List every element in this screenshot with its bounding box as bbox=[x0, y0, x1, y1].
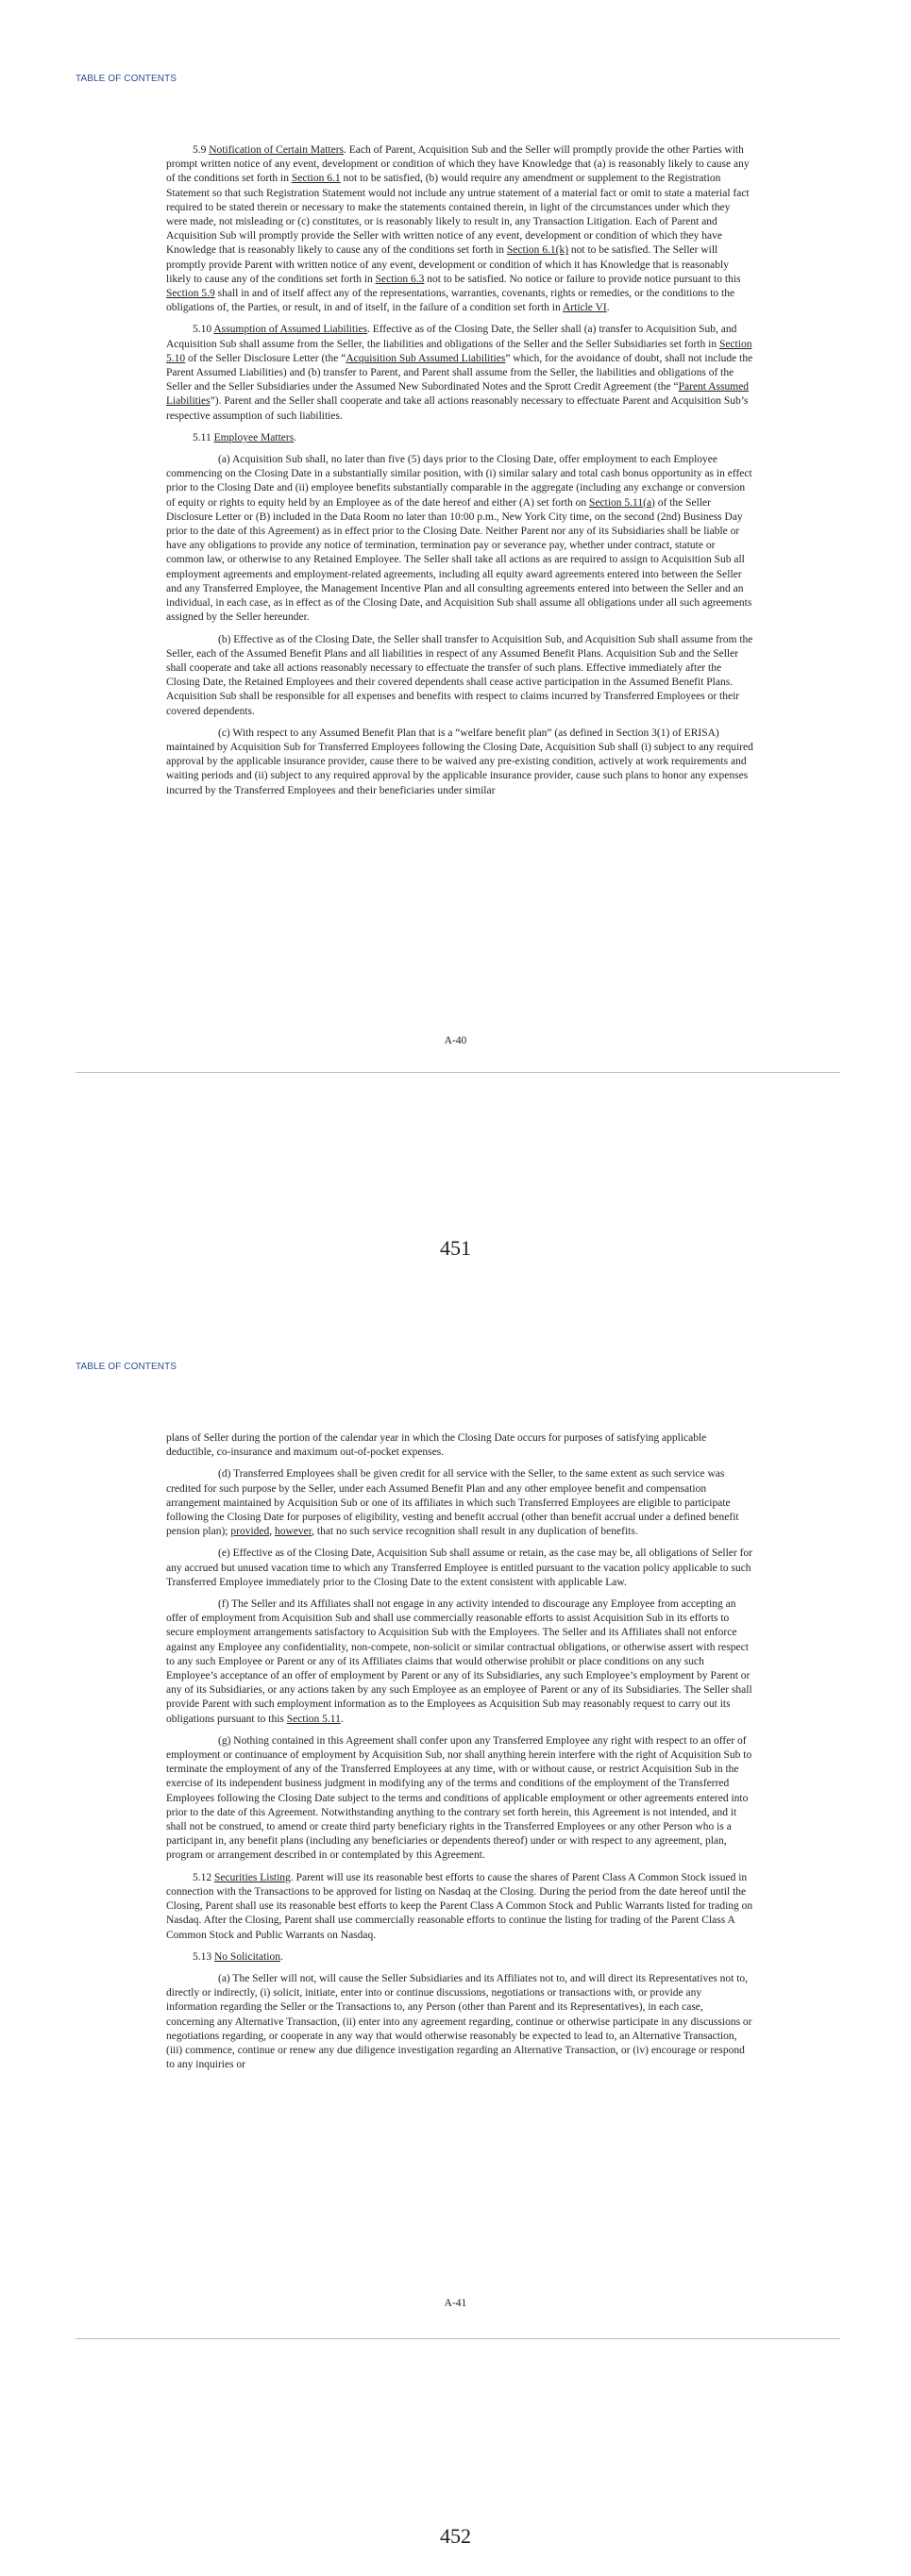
section-title: Employee Matters bbox=[213, 431, 295, 443]
section-5-11-c-paragraph: (c) With respect to any Assumed Benefit Plan that is a “welfare benefit plan” (as defined in Section 3(1) of ERISA) maintained by Acquisition Sub for Transferred Employees following the Closing Date, Acquisition Sub shall (i) subject to any required approval by the applicable insurance provider, cause there to be waived any pre-existing condition, actively at work requirements and waiting periods and (ii) subject to any required approval by the applicable insurance provider, cause such plans to honor any expenses incurred by the Transferred Employees and their beneficiaries under similar bbox=[166, 727, 753, 796]
table-of-contents-link[interactable]: TABLE OF CONTENTS bbox=[76, 74, 177, 84]
text: ”). Parent and the Seller shall cooperate and take all actions reasonably necessary to effectuate Parent and Acquisition Sub’s respective assumption of such liabilities. bbox=[166, 395, 749, 422]
section-5-13-a-paragraph: (a) The Seller will not, will cause the Seller Subsidiaries and its Affiliates not to, and will direct its Representatives not to, directly or indirectly, (i) solicit, initiate, enter into or continue discussions, negotiations or transactions with, or provide any information regarding the Seller or the Transactions to, any Person (other than Parent and its Representatives), in each case, concerning any Alternative Transaction, (ii) enter into any agreement regarding, continue or otherwise participate in any discussions or negotiations regarding, or cooperate in any way that would otherwise reasonably be expected to lead to, an Alternative Transaction, (iii) commence, continue or renew any due diligence investigation regarding an Alternative Transaction, or (iv) encourage or respond to any inquiries or bbox=[166, 1972, 752, 2071]
section-number: 5.10 bbox=[193, 324, 214, 336]
section-number: 5.12 bbox=[193, 1871, 214, 1883]
text: , bbox=[269, 1526, 275, 1538]
text: shall in and of itself affect any of the representations, warranties, covenants, rights or remedies, or the conditions to the obligations of, the Parties, or result, in and of itself, in the failure of a condition set forth in bbox=[166, 288, 735, 314]
section-5-9-paragraph bbox=[166, 143, 753, 315]
section-5-11-f-paragraph bbox=[166, 1597, 753, 1727]
cross-reference-link: Section 5.10 bbox=[166, 338, 752, 364]
section-5-10-paragraph bbox=[166, 323, 753, 423]
section-number: 5.11 bbox=[193, 431, 214, 443]
section-title: No Solicitation bbox=[214, 1950, 280, 1963]
continued-paragraph: plans of Seller during the portion of the calendar year in which the Closing Date occurs for purposes of satisfying applicable deductible, co-insurance and maximum out-of-pocket expenses. bbox=[166, 1432, 707, 1459]
page-body bbox=[166, 143, 753, 806]
text: (d) Transferred Employees shall be given credit for all service with the Seller, to the same extent as such service was credited for such purpose by the Seller, under each Assumed Benefit Plan and any other employee benefit and compensation arrangement maintained by Acquisition Sub or one of its affiliates in which such Transferred Employees are eligible to participate following the Closing Date for purposes of eligibility, vesting and benefit accrual (other than benefit accrual under a defined benefit pension plan); bbox=[166, 1468, 739, 1538]
text: not to be satisfied, (b) would require any amendment or supplement to the Registration Statement so that such Registration Statement would not include any untrue statement of a material fact or omit to state a material fact required to be stated therein or necessary to make the statements contained therein, in light of the circumstances under which they were made, not misleading or (c) constitutes, or is reasonably likely to result in, any Transaction Litigation. Each of Parent and Acquisition Sub will promptly provide the Seller with written notice of any event, development or condition of which they have Knowledge that is reasonably likely to cause any of the conditions set forth in bbox=[166, 173, 750, 257]
page-number: 451 bbox=[440, 1236, 471, 1260]
section-5-11-e-paragraph: (e) Effective as of the Closing Date, Acquisition Sub shall assume or retain, as the case may be, all obligations of Seller for any accrued but unused vacation time to which any Transferred Employee is entitled pursuant to the vacation policy applicable to such Transferred Employee immediately prior to the Closing Date to the extent consistent with applicable Law. bbox=[166, 1547, 753, 1588]
table-of-contents-link[interactable]: TABLE OF CONTENTS bbox=[76, 1362, 177, 1372]
text: . bbox=[606, 302, 610, 314]
text: . bbox=[340, 1713, 344, 1725]
text: . Each of Parent, Acquisition Sub and the Seller will promptly provide the other Parties with prompt written notice of any event, development or condition of which they have Knowledge that (a) is reasonably likely to cause any of the conditions set forth in bbox=[166, 144, 750, 185]
section-title: Notification of Certain Matters bbox=[209, 144, 345, 156]
text: , that no such service recognition shall result in any duplication of benefits. bbox=[312, 1526, 638, 1538]
cross-reference-link: Section 6.1(k) bbox=[506, 244, 569, 257]
section-5-11-d-paragraph bbox=[166, 1467, 753, 1539]
page-divider bbox=[76, 1072, 840, 1073]
defined-term: Acquisition Sub Assumed Liabilities bbox=[346, 352, 506, 364]
section-5-12-paragraph bbox=[166, 1871, 753, 1943]
section-5-11-heading bbox=[166, 431, 753, 445]
text: not to be satisfied. No notice or failure to provide notice pursuant to this bbox=[424, 273, 741, 285]
cross-reference-link: Section 5.11 bbox=[286, 1713, 341, 1725]
section-title: Securities Listing bbox=[214, 1871, 291, 1883]
cross-reference-link: Section 6.1 bbox=[291, 173, 341, 185]
section-number: 5.9 bbox=[193, 144, 210, 156]
section-5-11-b-paragraph: (b) Effective as of the Closing Date, the Seller shall transfer to Acquisition Sub, and Acquisition Sub shall assume from the Seller, each of the Assumed Benefit Plans and all liabilities in respect of any Assumed Benefit Plans. Acquisition Sub and the Seller shall cooperate and take all actions reasonably necessary to effectuate the transfer of such plans. Effective immediately after the Closing Date, the Retained Employees and their covered dependents shall cease active participation in the Assumed Benefit Plans. Acquisition Sub shall be responsible for all expenses and benefits with respect to claims incurred by Transferred Employees or their covered dependents. bbox=[166, 633, 753, 717]
text: not to be satisfied. The Seller will promptly provide Parent with written notice of any event, development or condition of which it has Knowledge that is reasonably likely to cause any of the conditions set forth in bbox=[166, 244, 729, 285]
cross-reference-link: Section 5.11(a) bbox=[589, 496, 655, 509]
cross-reference-link: Section 5.9 bbox=[166, 288, 215, 300]
section-title: Assumption of Assumed Liabilities bbox=[213, 324, 367, 336]
emphasized-term: however bbox=[275, 1526, 312, 1538]
text: (a) Acquisition Sub shall, no later than five (5) days prior to the Closing Date, offer employment to each Employee commencing on the Closing Date in a substantially similar position, with (i) similar salary and total cash bonus opportunity as in effect prior to the Closing Date and (ii) employee benefits substantially comparable in the aggregate (including any exchange or conversion of equity or rights to equity held by an Employee as of the date hereof and either (A) set forth on bbox=[166, 454, 752, 509]
text: . bbox=[294, 431, 297, 443]
page-footer-label: A-41 bbox=[444, 2298, 467, 2309]
cross-reference-link: Article VI bbox=[562, 302, 607, 314]
document-page-2 bbox=[0, 1288, 911, 2576]
section-5-11-g-paragraph: (g) Nothing contained in this Agreement shall confer upon any Transferred Employee any right with respect to an offer of employment or continuance of employment by Acquisition Sub, nor shall anything herein interfere with the right of Acquisition Sub to terminate the employment of any of the Transferred Employees at any time, with or without cause, or restrict Acquisition Sub in the exercise of its independent business judgment in modifying any of the terms and conditions of the employment of the Transferred Employees following the Closing Date subject to the terms and conditions of applicable employment or other agreements entered into prior to the date of this Agreement. Notwithstanding anything to the contrary set forth herein, this Agreement is not intended, and it shall not be construed, to amend or create third party beneficiary rights in the Transferred Employees or any other Person who is a participant in, any benefit plans (including any beneficiaries or dependents thereof) under or with respect to any agreement, plan, program or arrangement described in or contemplated by this Agreement. bbox=[166, 1734, 752, 1862]
emphasized-term: provided bbox=[230, 1526, 270, 1538]
page-divider bbox=[76, 2338, 840, 2339]
text: of the Seller Disclosure Letter (the “ bbox=[185, 352, 346, 364]
text: . Parent will use its reasonable best efforts to cause the shares of Parent Class A Common Stock issued in connection with the Transactions to be approved for listing on Nasdaq at the Closing. During the period from the date hereof until the Closing, Parent shall use its reasonable best efforts to keep the Parent Class A Common Stock and Public Warrants listed for trading on Nasdaq. After the Closing, Parent shall use commercially reasonable efforts to continue the listing for trading of the Parent Class A Common Stock and Public Warrants on Nasdaq. bbox=[166, 1871, 753, 1941]
section-5-11-a-paragraph bbox=[166, 453, 753, 625]
page-number: 452 bbox=[440, 2524, 471, 2548]
text: (f) The Seller and its Affiliates shall not engage in any activity intended to discourage any Employee from accepting an offer of employment from Acquisition Sub and shall use commercially reasonable efforts to assist Acquisition Sub in its efforts to secure employment arrangements satisfactory to Acquisition Sub with the Employees. The Seller and its Affiliates shall not enforce against any Employee any confidentiality, non-compete, non-solicit or similar contractual obligations, or otherwise assert with respect to any such Employee or Parent or any of its Affiliates claims that would otherwise prohibit or place conditions on any such Employee’s acceptance of an offer of employment by Parent or any of its Subsidiaries, any such Employee’s employment by Parent or any of its Subsidiaries, or any actions taken by any such Employee as an employee of Parent or any of its Subsidiaries. The Seller shall provide Parent with such employment information as to the Employees as Acquisition Sub may reasonably request to carry out its obligations pursuant to this bbox=[166, 1598, 752, 1725]
section-number: 5.13 bbox=[193, 1950, 214, 1963]
text: . Effective as of the Closing Date, the Seller shall (a) transfer to Acquisition Sub, and Acquisition Sub shall assume from the Seller, the liabilities and obligations of the Seller and the Seller Subsidiaries set forth in bbox=[166, 324, 737, 350]
page-body bbox=[166, 1431, 753, 2080]
section-5-13-heading bbox=[166, 1950, 753, 1965]
text: ” which, for the avoidance of doubt, shall not include the Parent Assumed Liabilities) and (b) transfer to Parent, and Parent shall assume from the Seller, the liabilities and obligations of the Seller and the Seller Subsidiaries under the Assumed New Subordinated Notes and the Sprott Credit Agreement (the “ bbox=[166, 352, 753, 393]
defined-term: Parent Assumed Liabilities bbox=[166, 381, 750, 408]
cross-reference-link: Section 6.3 bbox=[375, 273, 425, 285]
text: of the Seller Disclosure Letter or (B) included in the Data Room no later than 10:00 p.m., New York City time, on the second (2nd) Business Day prior to the date of this Agreement) as in effect prior to the Closing Date. Neither Parent nor any of its Subsidiaries shall be liable or have any obligations to provide any notice of termination, termination pay or severance pay, whether under contract, statute or common law, or otherwise to any Retained Employee. The Seller shall take all actions as are required to assign to Acquisition Sub all employment agreements and employment-related agreements, including all equity award agreements entered into between the Seller and any Transferred Employee, the Management Incentive Plan and all consulting agreements entered into between the Seller and an individual, in each case, as in effect as of the Closing Date, and Acquisition Sub shall assume all obligations under all such agreements assigned by the Seller hereunder. bbox=[166, 496, 752, 624]
page-footer-label: A-40 bbox=[444, 1035, 467, 1046]
text: . bbox=[279, 1950, 283, 1963]
